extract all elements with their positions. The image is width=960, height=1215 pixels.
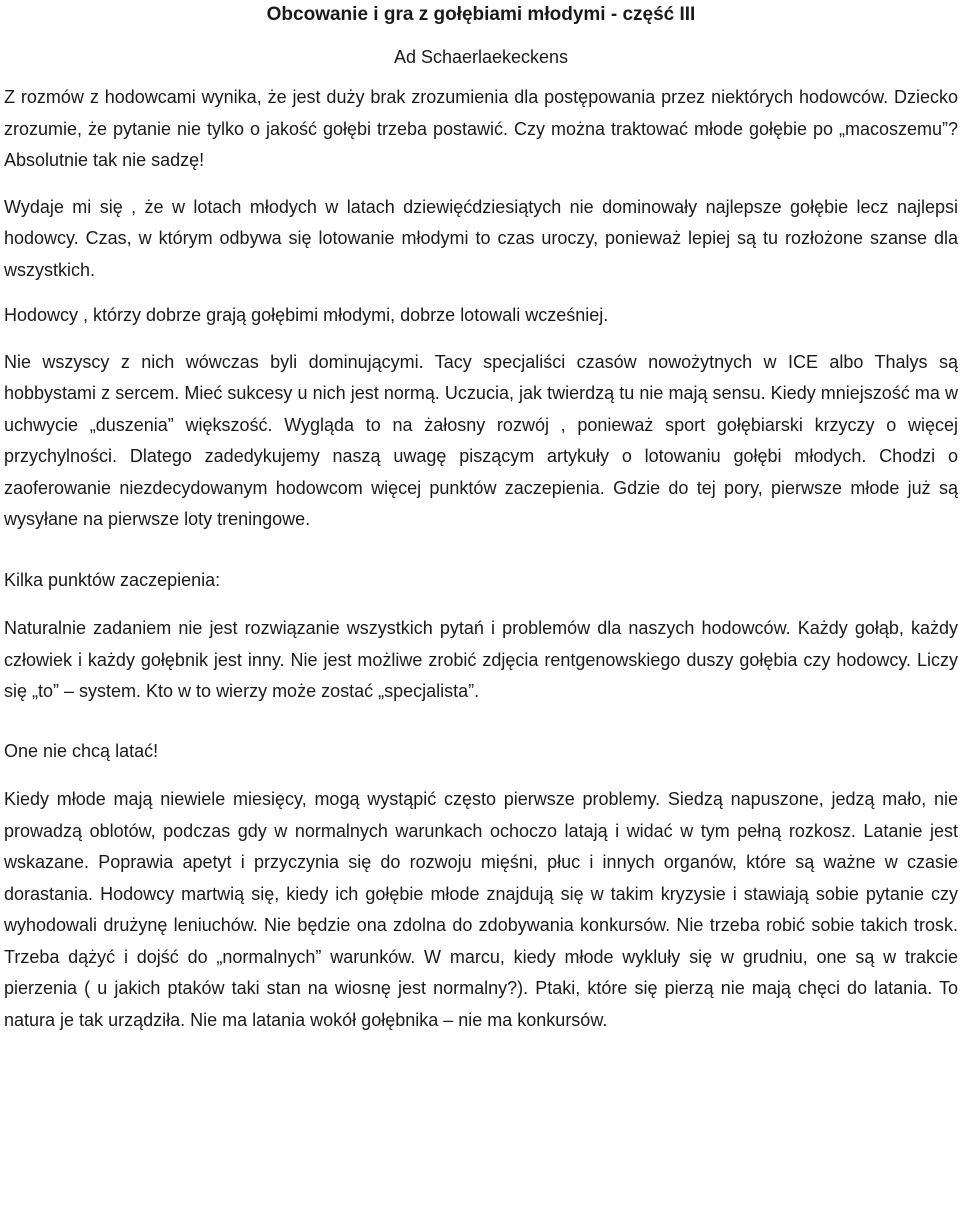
paragraph-3: Hodowcy , którzy dobrze grają gołębimi młodymi, dobrze lotowali wcześniej.	[4, 305, 609, 325]
paragraph-6: Kiedy młode mają niewiele miesięcy, mogą wystąpić często pierwsze problemy. Siedzą napuszone, jedzą mało, nie prowadzą oblotów, podczas gdy w normalnych warunkach ochoczo latają i widać w tym pełną rozkosz. Latanie jest wskazane. Poprawia apetyt i przyczynia się do rozwoju mięśni, płuc i innych organów, które są ważne w czasie dorastania. Hodowcy martwią się, kiedy ich gołębie młode znajdują się w takim kryzysie i stawiają sobie pytanie czy wyhodowali drużynę leniuchów. Nie będzie ona zdolna do zdobywania konkursów. Nie trzeba robić sobie takich trosk. Trzeba dążyć i dojść do „normalnych” warunków. W marcu, kiedy młode wykluły się w grudniu, one są w trakcie pierzenia ( u jakich ptaków taki stan na wiosnę jest normalny?). Ptaki, które się pierzą nie mają chęci do latania. To natura je tak urządziła. Nie ma latania wokół gołębnika – nie ma konkursów.	[4, 789, 958, 1030]
paragraph-5: Naturalnie zadaniem nie jest rozwiązanie wszystkich pytań i problemów dla naszych hodowców. Każdy gołąb, każdy człowiek i każdy gołębnik jest inny. Nie jest możliwe zrobić zdjęcia rentgenowskiego duszy gołębia czy hodowcy. Liczy się „to” – system. Kto w to wierzy może zostać „specjalista”.	[4, 618, 958, 701]
document-page	[4, 0, 958, 1036]
paragraph-4: Nie wszyscy z nich wówczas byli dominującymi. Tacy specjaliści czasów nowożytnych w ICE albo Thalys są hobbystami z sercem. Mieć sukcesy u nich jest normą. Uczucia, jak twierdzą tu nie mają sensu. Kiedy mniejszość ma w uchwycie „duszenia” większość. Wygląda to na żałosny rozwój , ponieważ sport gołębiarski krzyczy o więcej przychylności. Dlatego zadedykujemy naszą uwagę piszącym artykuły o lotowaniu gołębi młodych. Chodzi o zaoferowanie niezdecydowanym hodowcom więcej punktów zaczepienia. Gdzie do tej pory, pierwsze młode już są wysyłane na pierwsze loty treningowe.	[4, 351, 958, 529]
section-heading-zaczepienia: Kilka punktów zaczepienia:	[4, 569, 221, 590]
paragraph-intro: Z rozmów z hodowcami wynika, że jest duży brak zrozumienia dla postępowania przez niektórych hodowców. Dziecko zrozumie, że pytanie nie tylko o jakość gołębi trzeba postawić. Czy można traktować młode gołębie po „macoszemu”? Absolutnie tak nie sadzę!	[4, 87, 958, 170]
section-heading-latac: One nie chcą latać!	[4, 740, 159, 761]
document-author: Ad Schaerlaekeckens	[393, 47, 569, 67]
paragraph-2: Wydaje mi się , że w lotach młodych w latach dziewięćdziesiątych nie dominowały najlepsze gołębie lecz najlepsi hodowcy. Czas, w którym odbywa się lotowanie młodymi to czas uroczy, ponieważ lepiej są tu rozłożone szanse dla wszystkich.	[4, 196, 958, 280]
document-title: Obcowanie i gra z gołębiami młodymi - część III	[266, 4, 696, 25]
